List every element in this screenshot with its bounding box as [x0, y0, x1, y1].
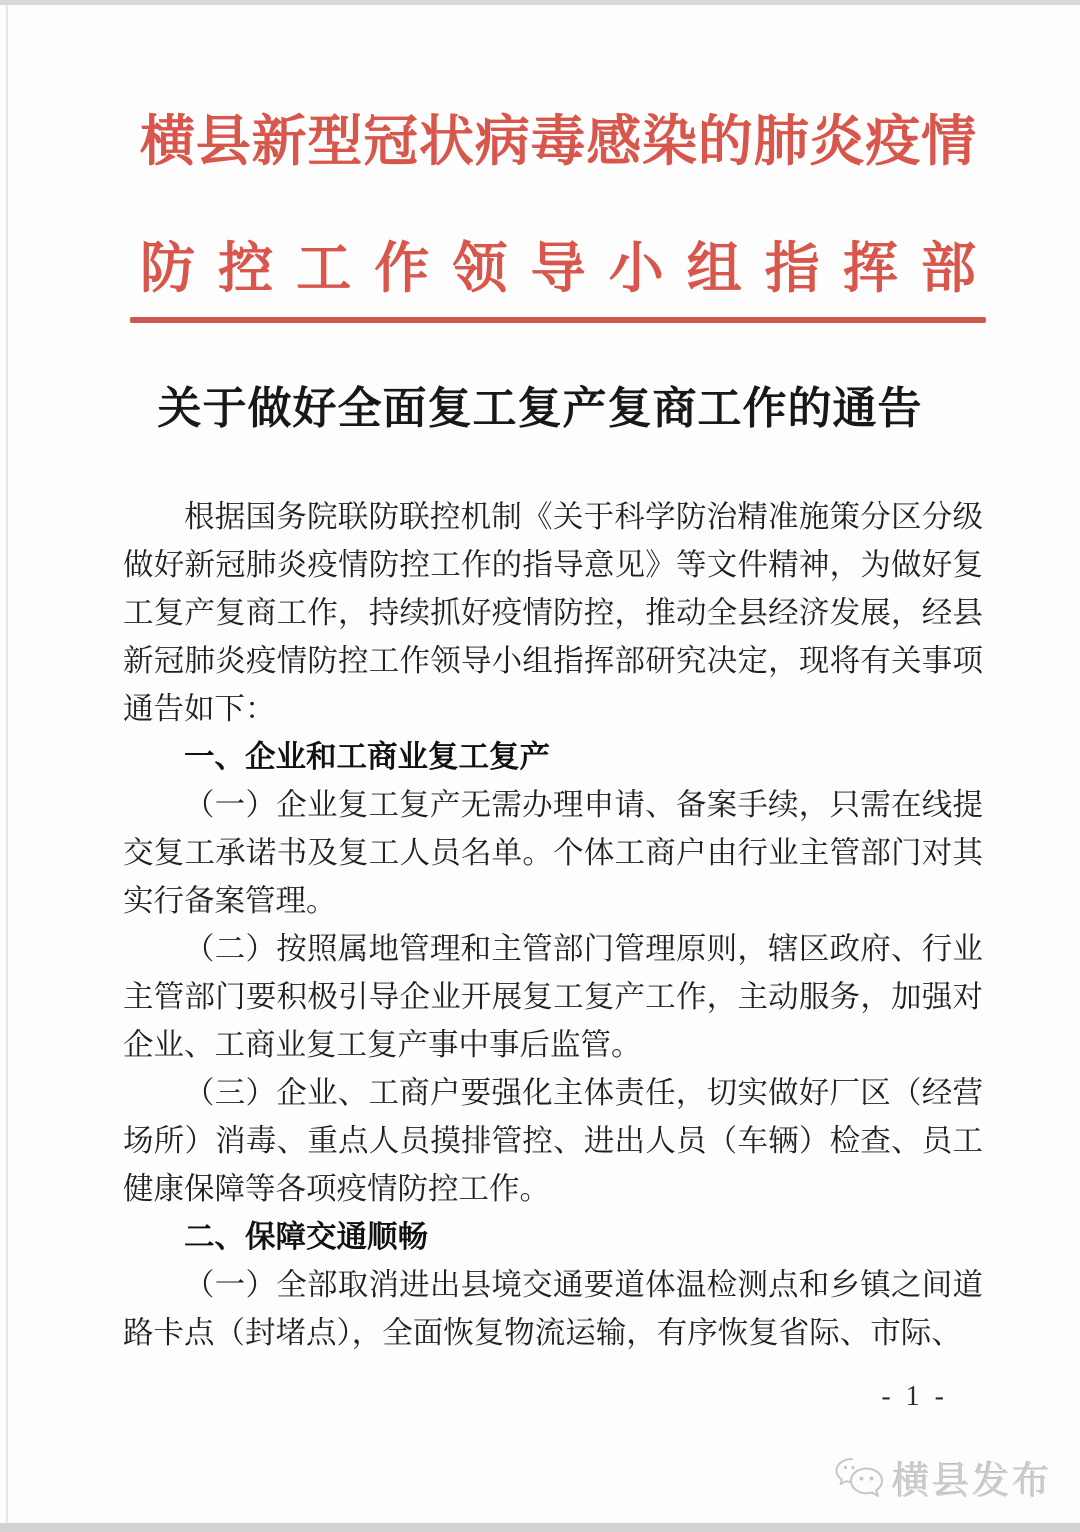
body-paragraph: （二）按照属地管理和主管部门管理原则，辖区政府、行业主管部门要积极引导企业开展复工复产工作，主动服务，加强对企业、工商业复工复产事中事后监管。 — [123, 932, 983, 1063]
page-number: - 1 - — [881, 1381, 948, 1412]
scan-edge-top — [0, 0, 1080, 5]
watermark — [833, 1450, 1052, 1505]
letterhead — [140, 112, 976, 323]
document-title: 关于做好全面复工复产复商工作的通告 — [157, 383, 923, 433]
body-paragraph: （三）企业、工商户要强化主体责任，切实做好厂区（经营场所）消毒、重点人员摸排管控、进出人员（车辆）检查、员工健康保障等各项疫情防控工作。 — [123, 1076, 983, 1207]
letterhead-rule — [130, 317, 986, 323]
letterhead-line-1: 横县新型冠状病毒感染的肺炎疫情 — [140, 112, 976, 172]
section-heading: 一、企业和工商业复工复产 — [184, 740, 550, 775]
scan-edge-bottom — [0, 1523, 1080, 1532]
wechat-icon — [833, 1452, 885, 1504]
watermark-label: 横县发布 — [891, 1461, 1052, 1503]
document-body — [123, 493, 983, 1357]
section-heading: 二、保障交通顺畅 — [184, 1220, 428, 1255]
scan-edge-left — [6, 5, 8, 1523]
letterhead-line-2: 防控工作领导小组指挥部 — [140, 239, 976, 299]
body-paragraph: （一）全部取消进出县境交通要道体温检测点和乡镇之间道路卡点（封堵点），全面恢复物流运输，有序恢复省际、市际、 — [123, 1268, 983, 1351]
body-paragraph: 根据国务院联防联控机制《关于科学防治精准施策分区分级做好新冠肺炎疫情防控工作的指导意见》等文件精神，为做好复工复产复商工作，持续抓好疫情防控，推动全县经济发展，经县新冠肺炎疫情防控工作领导小组指挥部研究决定，现将有关事项通告如下： — [123, 500, 983, 727]
body-paragraph: （一）企业复工复产无需办理申请、备案手续，只需在线提交复工承诺书及复工人员名单。个体工商户由行业主管部门对其实行备案管理。 — [123, 788, 983, 919]
